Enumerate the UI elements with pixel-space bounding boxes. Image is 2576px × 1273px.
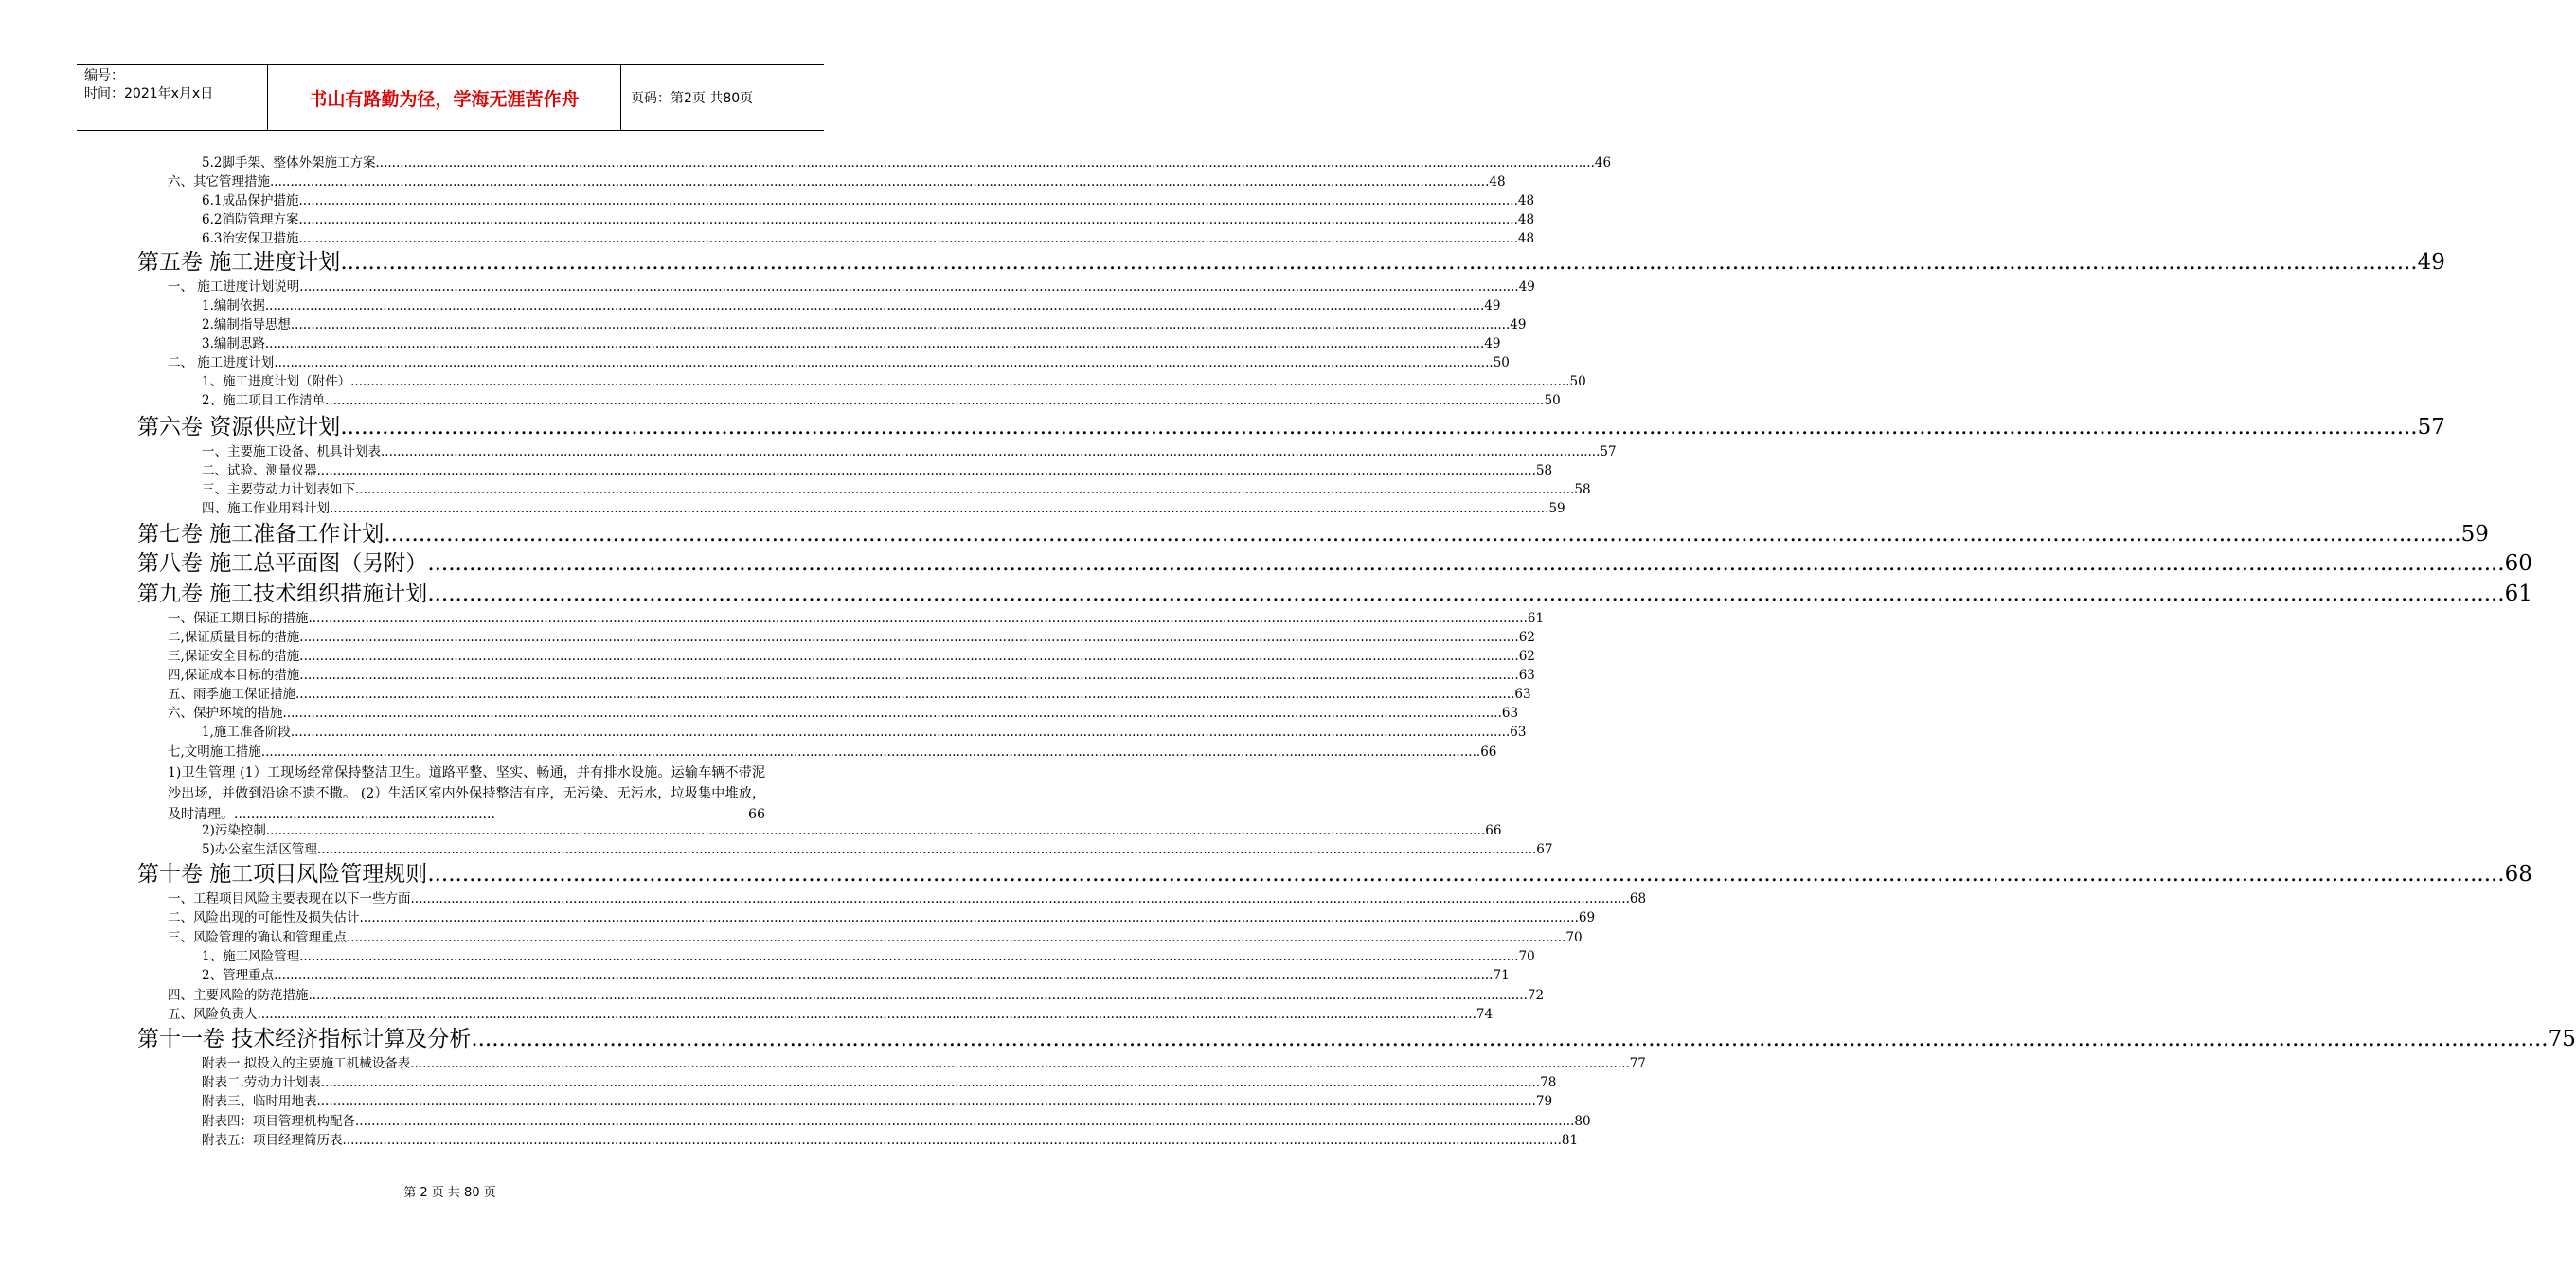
toc-entry-title: 二、 施工进度计划 bbox=[168, 355, 275, 370]
toc-entry[interactable] bbox=[202, 442, 1617, 461]
toc-volume-entry[interactable] bbox=[137, 860, 2532, 889]
toc-leader-dots: ............................................................................................................................................................................................................................................................................................................ bbox=[342, 1133, 1562, 1148]
toc-leader-dots: ............................................................................................................................................................................................................................................................................................................ bbox=[260, 744, 1481, 760]
toc-page-number: 72 bbox=[1527, 988, 1545, 1003]
toc-page-number: 66 bbox=[748, 807, 765, 822]
toc-page-number: 49 bbox=[1518, 279, 1535, 295]
toc-page-number: 70 bbox=[1518, 949, 1535, 964]
toc-entry-title: 5)办公室生活区管理 bbox=[202, 842, 317, 857]
toc-page-number: 77 bbox=[1629, 1056, 1646, 1071]
toc-entry-title: 附表五：项目经理简历表 bbox=[202, 1133, 343, 1148]
toc-entry[interactable] bbox=[202, 210, 1535, 229]
toc-leader-dots: ............................................................................................................................................................................................................................................................................................................ bbox=[270, 174, 1490, 189]
toc-leader-dots: .............................................................. bbox=[234, 807, 495, 822]
toc-leader-dots: ............................................................................................................................................................................................................................................................................................................ bbox=[410, 1056, 1630, 1071]
toc-entry[interactable] bbox=[168, 278, 1535, 296]
toc-page-number: 81 bbox=[1561, 1133, 1579, 1148]
toc-entry[interactable] bbox=[202, 391, 1561, 410]
toc-entry[interactable] bbox=[202, 821, 1502, 840]
toc-entry-title: 一、工程项目风险主要表现在以下一些方面 bbox=[168, 891, 411, 906]
toc-entry[interactable] bbox=[202, 334, 1501, 353]
page-footer: 第 2 页 共 80 页 bbox=[403, 1186, 496, 1200]
toc-page-number: 63 bbox=[1518, 668, 1535, 683]
toc-volume-entry[interactable] bbox=[137, 248, 2445, 278]
toc-entry[interactable] bbox=[202, 296, 1501, 315]
toc-page-number: 59 bbox=[1548, 501, 1565, 516]
toc-leader-dots: ............................................................................................................................................................................................................................................................................................................ bbox=[308, 988, 1528, 1003]
toc-entry-title: 第十卷 施工项目风险管理规则 bbox=[137, 862, 428, 887]
toc-leader-dots: ............................................................................................................................................................................................................................................................................................................ bbox=[299, 668, 1519, 683]
toc-page-number: 46 bbox=[1594, 155, 1612, 170]
toc-entry[interactable] bbox=[202, 947, 1535, 966]
toc-leader-dots: ............................................................................................................................................................................................................................................................................................................ bbox=[257, 1007, 1476, 1022]
toc-entry[interactable] bbox=[202, 840, 1553, 859]
toc-entry-title: 2.编制指导思想 bbox=[202, 317, 291, 332]
toc-entry[interactable] bbox=[168, 609, 1545, 628]
toc-page-number: 78 bbox=[1540, 1075, 1557, 1090]
toc-entry-title: 五、风险负责人 bbox=[168, 1007, 258, 1022]
toc-page-number: 58 bbox=[1574, 482, 1591, 497]
toc-entry[interactable] bbox=[168, 353, 1510, 372]
toc-leader-dots: ............................................................................................................................................................................................................................................................................................................ bbox=[384, 522, 2461, 547]
page-header bbox=[77, 64, 824, 131]
toc-volume-entry[interactable] bbox=[137, 520, 2489, 549]
toc-entry-title: 1、施工进度计划（附件） bbox=[202, 374, 351, 389]
toc-page-number: 80 bbox=[1574, 1114, 1591, 1129]
toc-entry[interactable] bbox=[168, 647, 1535, 666]
toc-entry-title: 六、其它管理措施 bbox=[168, 174, 270, 189]
toc-page-number: 67 bbox=[1536, 842, 1553, 857]
toc-page-number: 49 bbox=[1484, 298, 1501, 314]
toc-entry-title: 第八卷 施工总平面图（另附） bbox=[137, 551, 428, 576]
toc-page-number: 48 bbox=[1517, 231, 1535, 246]
toc-entry[interactable] bbox=[202, 1073, 1557, 1092]
toc-entry[interactable] bbox=[168, 666, 1535, 685]
toc-entry[interactable] bbox=[168, 628, 1535, 647]
toc-page-number: 71 bbox=[1493, 968, 1510, 983]
toc-entry[interactable] bbox=[202, 966, 1510, 985]
toc-page-number: 58 bbox=[1535, 463, 1553, 478]
toc-entry-title: 附表四：项目管理机构配备 bbox=[202, 1114, 355, 1129]
toc-leader-dots: ............................................................................................................................................................................................................................................................................................................ bbox=[381, 444, 1601, 459]
toc-entry-title: 六、保护环境的措施 bbox=[168, 706, 283, 721]
toc-entry-title: 6.3治安保卫措施 bbox=[202, 231, 299, 246]
toc-entry-title: 第九卷 施工技术组织措施计划 bbox=[137, 582, 428, 606]
toc-leader-dots: ............................................................................................................................................................................................................................................................................................................ bbox=[347, 930, 1566, 945]
toc-entry-title: 2、施工项目工作清单 bbox=[202, 393, 326, 408]
toc-page-number: 50 bbox=[1569, 374, 1586, 389]
toc-entry-title: 七,文明施工措施 bbox=[168, 744, 261, 760]
toc-page-number: 68 bbox=[1629, 891, 1647, 906]
toc-leader-dots: ............................................................................................................................................................................................................................................................................................................ bbox=[264, 298, 1485, 314]
toc-entry-title: 2)污染控制 bbox=[202, 823, 266, 838]
toc-entry[interactable] bbox=[168, 685, 1531, 704]
toc-leader-dots: ............................................................................................................................................................................................................................................................................................................ bbox=[274, 355, 1494, 370]
toc-paragraph-entry[interactable] bbox=[168, 762, 765, 825]
toc-entry[interactable] bbox=[202, 229, 1535, 248]
toc-page-number: 50 bbox=[1544, 393, 1561, 408]
toc-entry-title: 第五卷 施工进度计划 bbox=[137, 250, 341, 275]
toc-page-number: 62 bbox=[1518, 630, 1535, 645]
date-label: 时间：2021年x月x日 bbox=[84, 86, 214, 101]
toc-entry[interactable] bbox=[202, 461, 1553, 480]
toc-page-number: 63 bbox=[1510, 725, 1527, 740]
toc-leader-dots: ............................................................................................................................................................................................................................................................................................................ bbox=[410, 891, 1630, 906]
header-page-info: 页码：第2页 共80页 bbox=[631, 91, 754, 106]
toc-leader-dots: ............................................................................................................................................................................................................................................................................................................ bbox=[298, 212, 1518, 227]
toc-entry[interactable] bbox=[202, 1112, 1591, 1131]
toc-entry-title: 五、雨季施工保证措施 bbox=[168, 687, 295, 702]
toc-leader-dots: ............................................................................................................................................................................................................................................................................................................ bbox=[316, 1094, 1536, 1109]
toc-leader-dots: ............................................................................................................................................................................................................................................................................................................ bbox=[308, 611, 1528, 626]
toc-page-number: 63 bbox=[1501, 706, 1519, 721]
toc-entry-title: 第六卷 资源供应计划 bbox=[137, 415, 341, 439]
toc-leader-dots: ............................................................................................................................................................................................................................................................................................................ bbox=[350, 374, 1570, 389]
toc-leader-dots: ............................................................................................................................................................................................................................................................................................................ bbox=[299, 949, 1519, 964]
toc-entry-title: 附表一.拟投入的主要施工机械设备表 bbox=[202, 1056, 411, 1071]
toc-leader-dots: ............................................................................................................................................................................................................................................................................................................ bbox=[274, 968, 1494, 983]
toc-volume-entry[interactable] bbox=[137, 580, 2532, 609]
toc-leader-dots: ............................................................................................................................................................................................................................................................................................................ bbox=[299, 279, 1519, 295]
toc-entry[interactable] bbox=[168, 172, 1506, 191]
toc-entry[interactable] bbox=[202, 480, 1591, 499]
toc-entry-title: 5.2脚手架、整体外架施工方案 bbox=[202, 155, 376, 170]
toc-entry[interactable] bbox=[202, 1092, 1553, 1111]
toc-page-number: 48 bbox=[1489, 174, 1506, 189]
toc-leader-dots: ............................................................................................................................................................................................................................................................................................................ bbox=[359, 910, 1579, 925]
toc-page-number: 74 bbox=[1476, 1007, 1494, 1022]
toc-entry-title: 三,保证安全目标的措施 bbox=[168, 649, 300, 664]
toc-leader-dots: ............................................................................................................................................................................................................................................................................................................ bbox=[299, 630, 1519, 645]
toc-entry-title: 1、施工风险管理 bbox=[202, 949, 300, 964]
toc-leader-dots: ............................................................................................................................................................................................................................................................................................................ bbox=[340, 415, 2418, 439]
toc-entry[interactable] bbox=[168, 704, 1519, 723]
toc-page-number: 49 bbox=[1484, 336, 1501, 351]
toc-entry-title: 一、保证工期目标的措施 bbox=[168, 611, 309, 626]
toc-entry[interactable] bbox=[202, 723, 1527, 742]
toc-leader-dots: ............................................................................................................................................................................................................................................................................................................ bbox=[299, 649, 1519, 664]
toc-entry[interactable] bbox=[168, 743, 1497, 762]
toc-entry-title: 6.2消防管理方案 bbox=[202, 212, 299, 227]
toc-page-number: 57 bbox=[1600, 444, 1617, 459]
toc-leader-dots: ............................................................................................................................................................................................................................................................................................................ bbox=[471, 1027, 2549, 1051]
toc-entry[interactable] bbox=[168, 928, 1583, 947]
toc-page-number: 48 bbox=[1517, 193, 1535, 208]
toc-leader-dots: ............................................................................................................................................................................................................................................................................................................ bbox=[265, 823, 1486, 838]
toc-entry[interactable] bbox=[168, 986, 1545, 1005]
toc-page-number: 57 bbox=[2417, 415, 2445, 439]
toc-leader-dots: ............................................................................................................................................................................................................................................................................................................ bbox=[427, 862, 2505, 887]
toc-page-number: 63 bbox=[1514, 687, 1531, 702]
toc-volume-entry[interactable] bbox=[137, 549, 2532, 579]
toc-entry-title: 附表三、临时用地表 bbox=[202, 1094, 317, 1109]
toc-entry-title: 6.1成品保护措施 bbox=[202, 193, 299, 208]
toc-leader-dots: ............................................................................................................................................................................................................................................................................................................ bbox=[290, 725, 1511, 740]
toc-leader-dots: ............................................................................................................................................................................................................................................................................................................ bbox=[427, 551, 2505, 576]
toc-entry-title: 第十一卷 技术经济指标计算及分析 bbox=[137, 1027, 472, 1051]
toc-page-number: 66 bbox=[1480, 744, 1497, 760]
toc-entry-title: 附表二.劳动力计划表 bbox=[202, 1075, 321, 1090]
toc-entry-title: 一、主要施工设备、机具计划表 bbox=[202, 444, 381, 459]
toc-volume-entry[interactable] bbox=[137, 413, 2445, 442]
toc-entry-title: 二,保证质量目标的措施 bbox=[168, 630, 300, 645]
toc-entry-title: 四、主要风险的防范措施 bbox=[168, 988, 309, 1003]
toc-page-number: 59 bbox=[2460, 522, 2489, 547]
toc-entry[interactable] bbox=[202, 1131, 1579, 1150]
toc-page-number: 48 bbox=[1517, 212, 1535, 227]
toc-page-number: 61 bbox=[2504, 582, 2532, 606]
toc-entry[interactable] bbox=[168, 908, 1596, 927]
toc-page-number: 68 bbox=[2504, 862, 2532, 887]
toc-page-number: 49 bbox=[2417, 250, 2445, 275]
toc-entry-title: 四、施工作业用料计划 bbox=[202, 501, 330, 516]
header-motto: 书山有路勤为径，学海无涯苦作舟 bbox=[268, 65, 621, 130]
toc-leader-dots: ............................................................................................................................................................................................................................................................................................................ bbox=[330, 501, 1549, 516]
toc-entry-title: 三、风险管理的确认和管理重点 bbox=[168, 930, 347, 945]
toc-entry[interactable] bbox=[202, 499, 1565, 518]
toc-page-number: 70 bbox=[1565, 930, 1583, 945]
toc-entry-title: 四,保证成本目标的措施 bbox=[168, 668, 300, 683]
toc-entry-title: 三、主要劳动力计划表如下 bbox=[202, 482, 355, 497]
toc-page-number: 61 bbox=[1527, 611, 1545, 626]
toc-entry[interactable] bbox=[202, 372, 1586, 391]
toc-leader-dots: ............................................................................................................................................................................................................................................................................................................ bbox=[295, 687, 1515, 702]
toc-entry-title: 1.编制依据 bbox=[202, 298, 265, 314]
toc-page-number: 62 bbox=[1518, 649, 1535, 664]
toc-leader-dots: ............................................................................................................................................................................................................................................................................................................ bbox=[340, 250, 2418, 275]
toc-leader-dots: ............................................................................................................................................................................................................................................................................................................ bbox=[298, 193, 1518, 208]
toc-leader-dots: ............................................................................................................................................................................................................................................................................................................ bbox=[316, 463, 1536, 478]
toc-leader-dots: ............................................................................................................................................................................................................................................................................................................ bbox=[325, 393, 1545, 408]
toc-entry[interactable] bbox=[202, 191, 1535, 210]
toc-leader-dots: ............................................................................................................................................................................................................................................................................................................ bbox=[320, 1075, 1541, 1090]
toc-page-number: 69 bbox=[1578, 910, 1596, 925]
toc-page-number: 60 bbox=[2504, 551, 2532, 576]
toc-entry-title: 2、管理重点 bbox=[202, 968, 275, 983]
toc-page-number: 66 bbox=[1485, 823, 1502, 838]
toc-leader-dots: ............................................................................................................................................................................................................................................................................................................ bbox=[355, 482, 1575, 497]
toc-page-number: 79 bbox=[1535, 1094, 1553, 1109]
toc-entry-title: 3.编制思路 bbox=[202, 336, 265, 351]
toc-leader-dots: ............................................................................................................................................................................................................................................................................................................ bbox=[290, 317, 1511, 332]
toc-entry-title: 1)卫生管理 (1）工现场经常保持整洁卫生。道路平整、坚实、畅通，并有排水设施。运输车辆不带泥沙出场，并做到沿途不遗不撒。 (2）生活区室内外保持整洁有序，无污染、无污水，垃圾集中堆放，及时清理。 bbox=[168, 765, 765, 822]
toc-leader-dots: ............................................................................................................................................................................................................................................................................................................ bbox=[427, 582, 2505, 606]
toc-entry-title: 1,施工准备阶段 bbox=[202, 725, 291, 740]
toc-page-number: 50 bbox=[1493, 355, 1510, 370]
toc-entry[interactable] bbox=[202, 1054, 1646, 1073]
toc-entry-title: 一、 施工进度计划说明 bbox=[168, 279, 300, 295]
toc-leader-dots: ............................................................................................................................................................................................................................................................................................................ bbox=[375, 155, 1595, 170]
toc-leader-dots: ............................................................................................................................................................................................................................................................................................................ bbox=[282, 706, 1502, 721]
toc-entry[interactable] bbox=[168, 1005, 1494, 1024]
toc-leader-dots: ............................................................................................................................................................................................................................................................................................................ bbox=[264, 336, 1485, 351]
toc-entry[interactable] bbox=[202, 315, 1527, 334]
toc-entry-title: 二、风险出现的可能性及损失估计 bbox=[168, 910, 360, 925]
toc-entry-title: 二、试验、测量仪器 bbox=[202, 463, 317, 478]
toc-volume-entry[interactable] bbox=[137, 1025, 2576, 1054]
toc-leader-dots: ............................................................................................................................................................................................................................................................................................................ bbox=[316, 842, 1537, 857]
code-label: 编号： bbox=[84, 68, 124, 83]
toc-leader-dots: ............................................................................................................................................................................................................................................................................................................ bbox=[298, 231, 1518, 246]
toc-leader-dots: ............................................................................................................................................................................................................................................................................................................ bbox=[355, 1114, 1575, 1129]
toc-entry[interactable] bbox=[202, 153, 1612, 172]
toc-page-number: 75 bbox=[2548, 1027, 2576, 1051]
toc-entry-title: 第七卷 施工准备工作计划 bbox=[137, 522, 385, 547]
toc-entry[interactable] bbox=[168, 889, 1647, 908]
toc-page-number: 49 bbox=[1510, 317, 1527, 332]
header-meta bbox=[77, 65, 268, 130]
